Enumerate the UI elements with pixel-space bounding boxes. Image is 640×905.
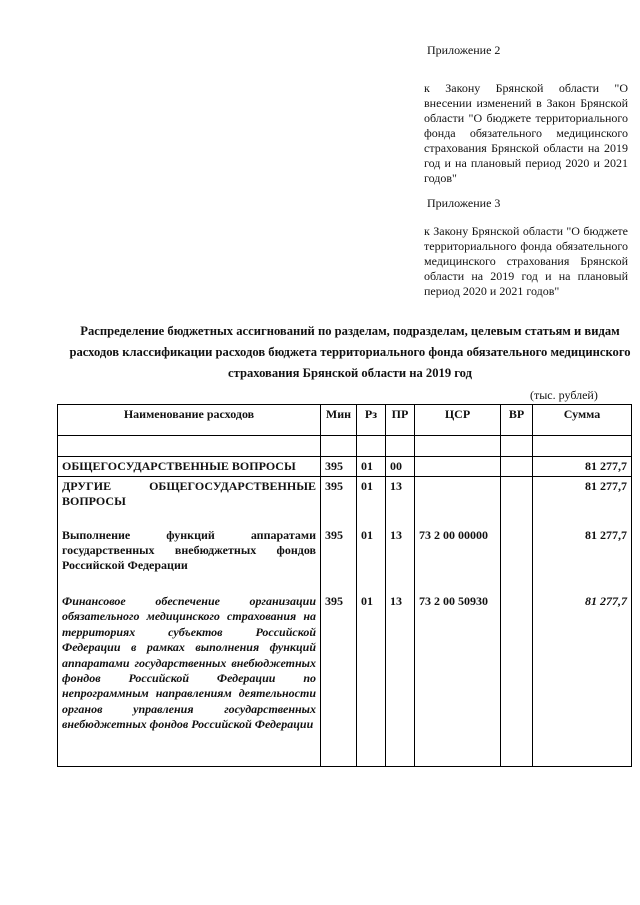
row-vr xyxy=(501,457,533,477)
row-rz: 01 xyxy=(357,457,386,477)
row-vr xyxy=(501,526,533,592)
row-name: ОБЩЕГОСУДАРСТВЕННЫЕ ВОПРОСЫ xyxy=(58,457,321,477)
appendix-2-text: к Закону Брянской области "О внесении изменений в Закон Брянской области "О бюджете территориального фонда обязательного медицинского страхования Брянской области на 2019 год и на плановый период 2020 и 2021 годов" xyxy=(424,81,628,185)
row-name: Выполнение функций аппаратами государственных внебюджетных фондов Российской Федерации xyxy=(58,526,321,592)
appendix-3-text: к Закону Брянской области "О бюджете территориального фонда обязательного медицинского страхования Брянской области на 2019 год и на плановый период 2020 и 2021 годов" xyxy=(424,224,628,298)
row-csr xyxy=(415,457,501,477)
table-row xyxy=(58,477,632,527)
table-header-row xyxy=(58,405,632,436)
table-row xyxy=(58,457,632,477)
row-name: Финансовое обеспечение организации обязательного медицинского страхования на территориях субъектов Российской Федерации в рамках выполнения функций аппаратами государственных внебюджетных фондов Российской Федерации по непрограммным направлениям деятельности органов управления государственных внебюджетных фондов Российской Федерации xyxy=(58,592,321,767)
row-sum: 81 277,7 xyxy=(533,457,632,477)
header-name: Наименование расходов xyxy=(58,405,321,436)
row-sum: 81 277,7 xyxy=(533,477,632,527)
header-pr: ПР xyxy=(386,405,415,436)
row-pr: 13 xyxy=(386,477,415,527)
budget-table xyxy=(57,404,632,767)
row-csr: 73 2 00 50930 xyxy=(415,592,501,767)
appendix-3-title: Приложение 3 xyxy=(427,196,501,210)
table-row xyxy=(58,526,632,592)
row-vr xyxy=(501,477,533,527)
row-min: 395 xyxy=(321,592,357,767)
row-pr: 13 xyxy=(386,526,415,592)
row-vr xyxy=(501,592,533,767)
document-title: Распределение бюджетных ассигнований по разделам, подразделам, целевым статьям и видам расходов классификации расходов бюджета территориального фонда обязательного медицинского страхования Брянской области на 2019 год xyxy=(69,324,631,380)
header-csr: ЦСР xyxy=(415,405,501,436)
row-rz: 01 xyxy=(357,526,386,592)
row-sum: 81 277,7 xyxy=(533,526,632,592)
row-csr xyxy=(415,477,501,527)
row-pr: 00 xyxy=(386,457,415,477)
units-label: (тыс. рублей) xyxy=(530,388,598,402)
appendix-2-title: Приложение 2 xyxy=(427,43,501,57)
row-csr: 73 2 00 00000 xyxy=(415,526,501,592)
row-rz: 01 xyxy=(357,592,386,767)
row-name: ДРУГИЕ ОБЩЕГОСУДАРСТВЕННЫЕ ВОПРОСЫ xyxy=(58,477,321,527)
header-vr: ВР xyxy=(501,405,533,436)
header-sum: Сумма xyxy=(533,405,632,436)
row-min: 395 xyxy=(321,457,357,477)
header-min: Мин xyxy=(321,405,357,436)
table-row xyxy=(58,592,632,767)
row-pr: 13 xyxy=(386,592,415,767)
row-rz: 01 xyxy=(357,477,386,527)
table-spacer-row xyxy=(58,436,632,457)
row-min: 395 xyxy=(321,477,357,527)
row-min: 395 xyxy=(321,526,357,592)
header-rz: Рз xyxy=(357,405,386,436)
row-sum: 81 277,7 xyxy=(533,592,632,767)
